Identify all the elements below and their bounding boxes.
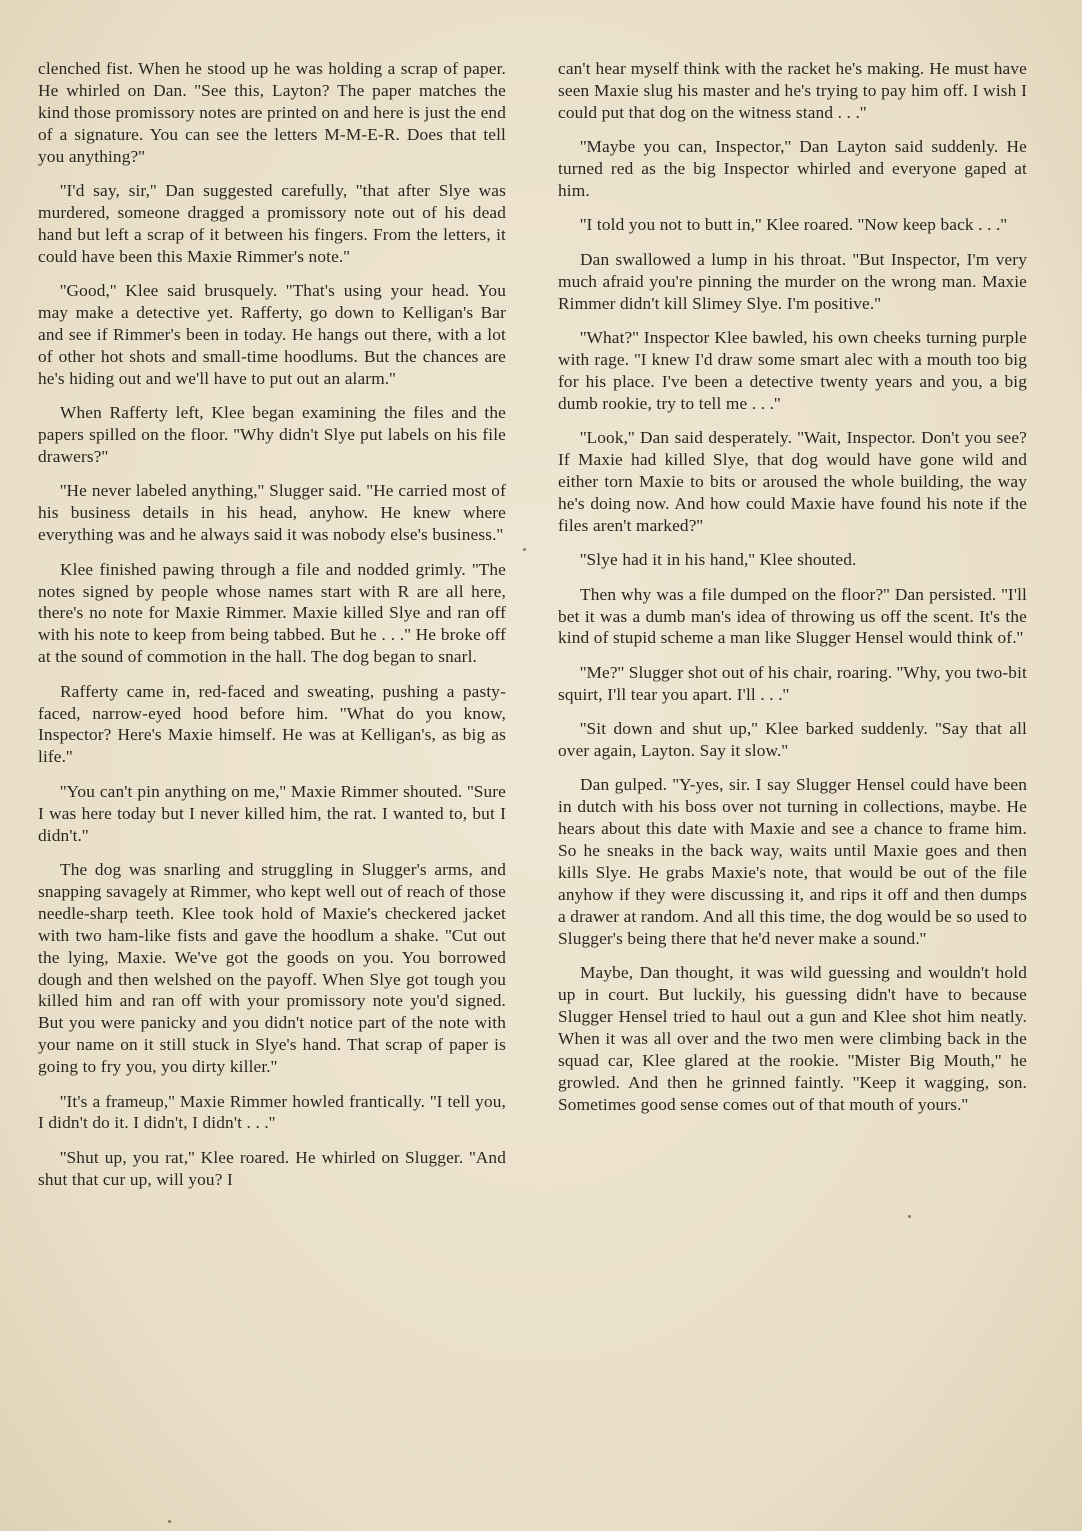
- ink-speck: [908, 1215, 911, 1218]
- paragraph: Klee finished pawing through a file and nodded grimly. ''The notes signed by people whose names start with R are all here, there's no note for Maxie Rimmer. Maxie killed Slye and ran off with his note to keep from being tabbed. But he . . .'' He broke off at the sound of commotion in the hall. The dog began to snarl.: [38, 559, 506, 667]
- paragraph: ''Good,'' Klee said brusquely. ''That's using your head. You may make a detective yet. Rafferty, go down to Kelligan's Bar and see if Rimmer's been in today. He hangs out there, with a lot of other hot shots and small-time hoodlums. But the chances are he's hiding out and we'll have to put out an alarm.'': [38, 281, 506, 388]
- paragraph: ''Maybe you can, Inspector,'' Dan Layton said suddenly. He turned red as the big Inspector whirled and everyone gaped at him.: [558, 137, 1027, 201]
- paragraph: Then why was a file dumped on the floor?'' Dan persisted. ''I'll bet it was a dumb man's idea of throwing us off the scent. It's the kind of stupid scheme a man like Slugger Hensel would think of.'': [558, 584, 1027, 648]
- paragraph: ''It's a frameup,'' Maxie Rimmer howled frantically. ''I tell you, I didn't do it. I didn't, I didn't . . .'': [38, 1091, 506, 1133]
- paragraph: ''Shut up, you rat,'' Klee roared. He whirled on Slugger. ''And shut that cur up, will you? I: [38, 1147, 506, 1189]
- paragraph: The dog was snarling and struggling in Slugger's arms, and snapping savagely at Rimmer, who kept well out of reach of those needle-sharp teeth. Klee took hold of Maxie's checkered jacket with two ham-like fists and gave the hoodlum a shake. ''Cut out the lying, Maxie. We've got the goods on you. You borrowed dough and then welshed on the payoff. When Slye got tough you killed him and ran off with your promissory note you'd signed. But you were panicky and you didn't notice part of the note with your name on it still stuck in Slye's hand. That scrap of paper is going to fry you, you dirty killer.'': [38, 860, 506, 1077]
- right-column: [558, 58, 1027, 1128]
- paragraph: can't hear myself think with the racket he's making. He must have seen Maxie slug his master and he's trying to pay him off. I wish I could put that dog on the witness stand . . .'': [558, 59, 1027, 122]
- paragraph: ''Me?'' Slugger shot out of his chair, roaring. ''Why, you two-bit squirt, I'll tear you apart. I'll . . .'': [558, 662, 1027, 704]
- paragraph: When Rafferty left, Klee began examining the files and the papers spilled on the floor. ''Why didn't Slye put labels on his file drawers?'': [38, 403, 506, 466]
- paragraph: Dan swallowed a lump in his throat. ''But Inspector, I'm very much afraid you're pinning the murder on the wrong man. Maxie Rimmer didn't kill Slimey Slye. I'm positive.'': [558, 249, 1027, 313]
- paragraph: Rafferty came in, red-faced and sweating, pushing a pasty-faced, narrow-eyed hood before him. ''What do you know, Inspector? Here's Maxie himself. He was at Kelligan's, as big as life.'': [38, 681, 506, 767]
- left-column: [38, 58, 506, 1203]
- paragraph: ''What?'' Inspector Klee bawled, his own cheeks turning purple with rage. ''I knew I'd draw some smart alec with a mouth too big for his place. I've been a detective twenty years and you, a big dumb rookie, try to tell me . . .'': [558, 328, 1027, 413]
- ink-speck: [523, 548, 526, 551]
- paragraph: ''Look,'' Dan said desperately. ''Wait, Inspector. Don't you see? If Maxie had killed Slye, that dog would have gone wild and either torn Maxie to bits or aroused the whole building, the way he's doing now. And how could Maxie have found his note if the files aren't marked?'': [558, 428, 1027, 535]
- paragraph: ''You can't pin anything on me,'' Maxie Rimmer shouted. ''Sure I was here today but I never killed him, the rat. I wanted to, but I didn't.'': [38, 781, 506, 845]
- paragraph: ''Sit down and shut up,'' Klee barked suddenly. ''Say that all over again, Layton. Say it slow.'': [558, 719, 1027, 761]
- paragraph: ''He never labeled anything,'' Slugger said. ''He carried most of his business details in his head, anyhow. He knew where everything was and he always said it was nobody else's business.'': [38, 481, 506, 545]
- paragraph: clenched fist. When he stood up he was holding a scrap of paper. He whirled on Dan. ''See this, Layton? The paper matches the kind those promissory notes are printed on and here is just the end of a signature. You can see the letters M-M-E-R. Does that tell you anything?'': [38, 59, 506, 166]
- paragraph: ''Slye had it in his hand,'' Klee shouted.: [580, 550, 857, 570]
- ink-speck: [168, 1520, 171, 1523]
- paragraph: ''I told you not to butt in,'' Klee roared. ''Now keep back . . .'': [580, 215, 1008, 235]
- paragraph: ''I'd say, sir,'' Dan suggested carefully, ''that after Slye was murdered, someone dragged a promissory note out of his dead hand but left a scrap of it between his fingers. From the letters, it could have been this Maxie Rimmer's note.'': [38, 181, 506, 266]
- paragraph: Maybe, Dan thought, it was wild guessing and wouldn't hold up in court. But luckily, his guessing didn't have to because Slugger Hensel tried to haul out a gun and Klee shot him neatly. When it was all over and the two men were climbing back in the squad car, Klee glared at the rookie. ''Mister Big Mouth,'' he growled. And then he grinned faintly. ''Keep it wagging, son. Sometimes good sense comes out of that mouth of yours.'': [558, 963, 1027, 1114]
- paragraph: Dan gulped. ''Y-yes, sir. I say Slugger Hensel could have been in dutch with his boss over not turning in collections, maybe. He hears about this date with Maxie and see a chance to frame him. So he sneaks in the back way, waits until Maxie goes and then kills Slye. He grabs Maxie's note, that would be out of the file anyhow if they were discussing it, and rips it off and then dumps a drawer at random. And all this time, the dog would be so used to Slugger's being there that he'd never make a sound.'': [558, 775, 1027, 948]
